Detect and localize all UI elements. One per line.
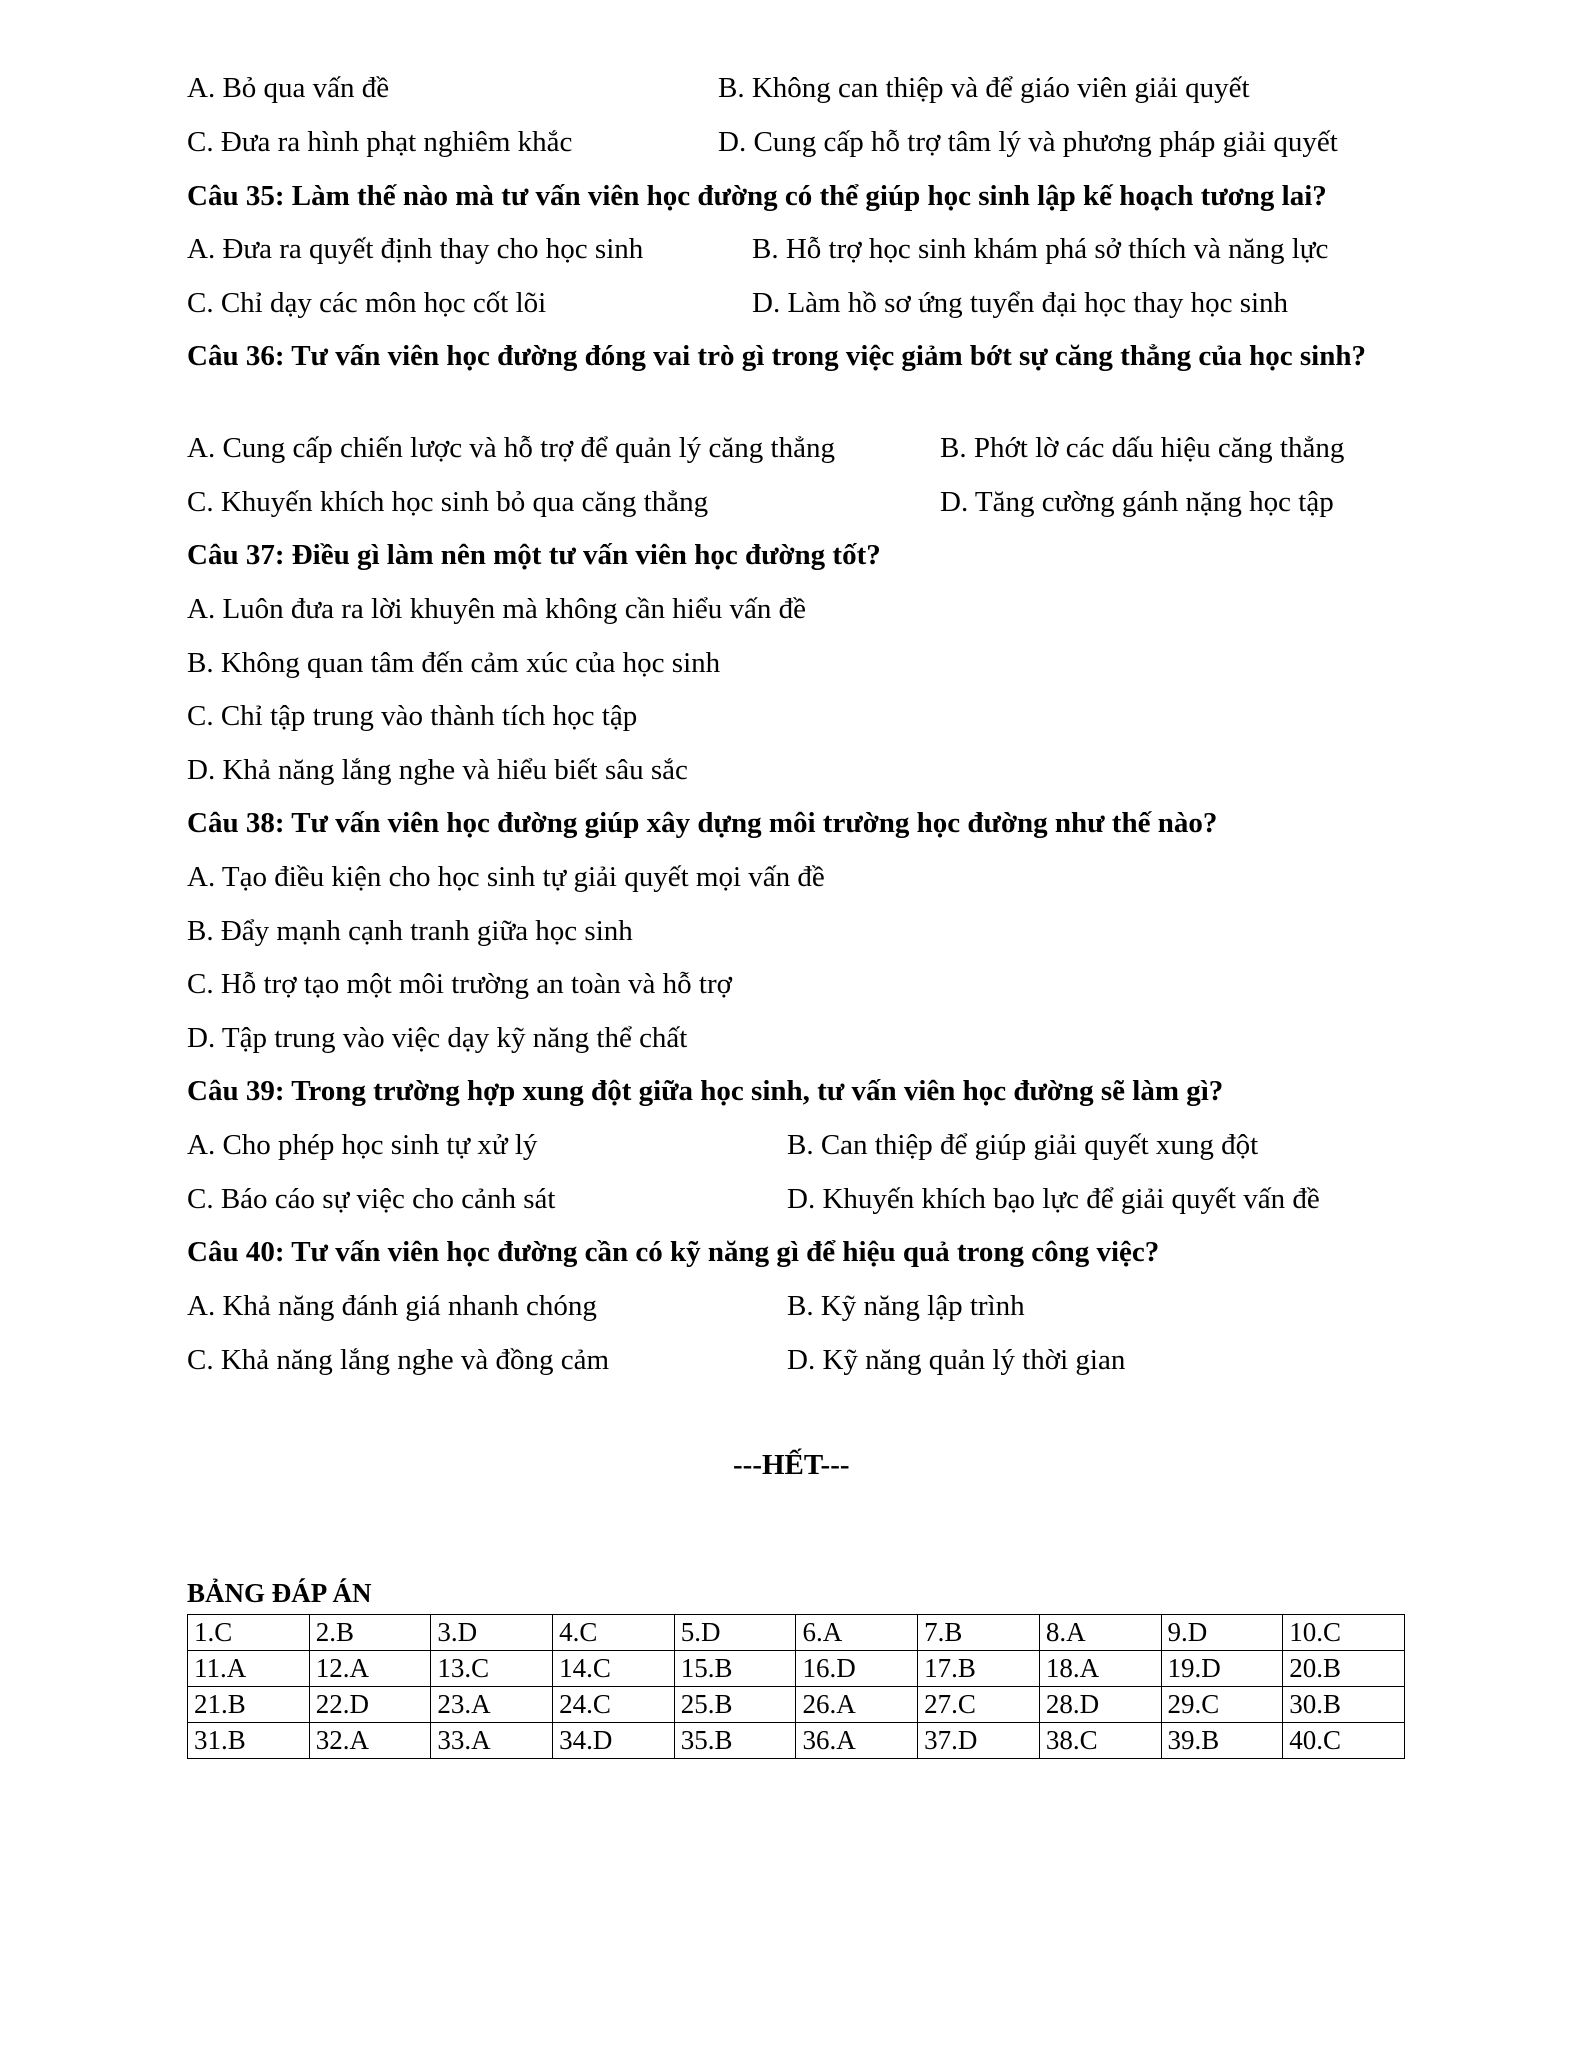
table-cell: 23.A	[431, 1687, 553, 1723]
table-cell: 22.D	[309, 1687, 431, 1723]
table-cell: 9.D	[1161, 1615, 1283, 1651]
table-cell: 10.C	[1283, 1615, 1405, 1651]
q37-option-d: D. Khả năng lắng nghe và hiểu biết sâu sắc	[187, 754, 688, 786]
table-cell: 32.A	[309, 1723, 431, 1759]
table-cell: 25.B	[674, 1687, 796, 1723]
q39-option-d: D. Khuyến khích bạo lực để giải quyết vấn đề	[787, 1183, 1320, 1215]
q36-option-a: A. Cung cấp chiến lược và hỗ trợ để quản lý căng thẳng	[187, 432, 835, 464]
table-cell: 13.C	[431, 1651, 553, 1687]
table-cell: 29.C	[1161, 1687, 1283, 1723]
end-marker: ---HẾT---	[733, 1449, 850, 1481]
q37-option-a: A. Luôn đưa ra lời khuyên mà không cần hiểu vấn đề	[187, 593, 806, 625]
table-cell: 24.C	[553, 1687, 675, 1723]
q40-option-d: D. Kỹ năng quản lý thời gian	[787, 1344, 1126, 1376]
table-cell: 12.A	[309, 1651, 431, 1687]
table-cell: 17.B	[918, 1651, 1040, 1687]
table-cell: 14.C	[553, 1651, 675, 1687]
q37-question: Câu 37: Điều gì làm nên một tư vấn viên học đường tốt?	[187, 539, 881, 571]
table-cell: 16.D	[796, 1651, 918, 1687]
table-row	[188, 1651, 1405, 1687]
q39-option-a: A. Cho phép học sinh tự xử lý	[187, 1129, 538, 1161]
table-cell: 26.A	[796, 1687, 918, 1723]
q34-option-c: C. Đưa ra hình phạt nghiêm khắc	[187, 126, 573, 158]
q40-question: Câu 40: Tư vấn viên học đường cần có kỹ năng gì để hiệu quả trong công việc?	[187, 1236, 1160, 1268]
q40-option-a: A. Khả năng đánh giá nhanh chóng	[187, 1290, 597, 1322]
q39-option-c: C. Báo cáo sự việc cho cảnh sát	[187, 1183, 556, 1215]
table-cell: 6.A	[796, 1615, 918, 1651]
q40-option-b: B. Kỹ năng lập trình	[787, 1290, 1025, 1322]
q36-option-b: B. Phớt lờ các dấu hiệu căng thẳng	[940, 432, 1345, 464]
table-cell: 4.C	[553, 1615, 675, 1651]
table-cell: 38.C	[1039, 1723, 1161, 1759]
table-cell: 18.A	[1039, 1651, 1161, 1687]
table-row	[188, 1687, 1405, 1723]
table-row	[188, 1615, 1405, 1651]
q34-option-d: D. Cung cấp hỗ trợ tâm lý và phương pháp giải quyết	[718, 126, 1338, 158]
q35-question: Câu 35: Làm thế nào mà tư vấn viên học đường có thể giúp học sinh lập kế hoạch tương lai?	[187, 180, 1327, 212]
table-cell: 7.B	[918, 1615, 1040, 1651]
table-cell: 39.B	[1161, 1723, 1283, 1759]
table-cell: 33.A	[431, 1723, 553, 1759]
q39-question: Câu 39: Trong trường hợp xung đột giữa học sinh, tư vấn viên học đường sẽ làm gì?	[187, 1075, 1224, 1107]
q36-option-c: C. Khuyến khích học sinh bỏ qua căng thẳng	[187, 486, 709, 518]
q36-question: Câu 36: Tư vấn viên học đường đóng vai trò gì trong việc giảm bớt sự căng thẳng của học sinh?	[187, 340, 1366, 372]
table-cell: 21.B	[188, 1687, 310, 1723]
q35-option-d: D. Làm hồ sơ ứng tuyển đại học thay học sinh	[752, 287, 1289, 319]
table-cell: 15.B	[674, 1651, 796, 1687]
table-cell: 20.B	[1283, 1651, 1405, 1687]
q35-option-b: B. Hỗ trợ học sinh khám phá sở thích và năng lực	[752, 233, 1329, 265]
table-cell: 11.A	[188, 1651, 310, 1687]
table-cell: 35.B	[674, 1723, 796, 1759]
q40-option-c: C. Khả năng lắng nghe và đồng cảm	[187, 1344, 610, 1376]
q35-option-c: C. Chỉ dạy các môn học cốt lõi	[187, 287, 547, 319]
table-cell: 40.C	[1283, 1723, 1405, 1759]
q34-option-b: B. Không can thiệp và để giáo viên giải quyết	[718, 72, 1250, 104]
q38-question: Câu 38: Tư vấn viên học đường giúp xây dựng môi trường học đường như thế nào?	[187, 807, 1218, 839]
table-cell: 31.B	[188, 1723, 310, 1759]
q38-option-c: C. Hỗ trợ tạo một môi trường an toàn và hỗ trợ	[187, 968, 732, 1000]
q34-option-a: A. Bỏ qua vấn đề	[187, 72, 390, 104]
table-cell: 19.D	[1161, 1651, 1283, 1687]
q38-option-a: A. Tạo điều kiện cho học sinh tự giải quyết mọi vấn đề	[187, 861, 825, 893]
table-cell: 34.D	[553, 1723, 675, 1759]
table-cell: 27.C	[918, 1687, 1040, 1723]
table-cell: 3.D	[431, 1615, 553, 1651]
table-cell: 28.D	[1039, 1687, 1161, 1723]
answer-table	[187, 1614, 1405, 1759]
q36-option-d: D. Tăng cường gánh nặng học tập	[940, 486, 1334, 518]
q37-option-b: B. Không quan tâm đến cảm xúc của học sinh	[187, 647, 721, 679]
q35-option-a: A. Đưa ra quyết định thay cho học sinh	[187, 233, 644, 265]
table-cell: 30.B	[1283, 1687, 1405, 1723]
q38-option-b: B. Đẩy mạnh cạnh tranh giữa học sinh	[187, 915, 633, 947]
table-cell: 1.C	[188, 1615, 310, 1651]
table-row	[188, 1723, 1405, 1759]
q37-option-c: C. Chỉ tập trung vào thành tích học tập	[187, 700, 638, 732]
q38-option-d: D. Tập trung vào việc dạy kỹ năng thể chất	[187, 1022, 688, 1054]
q39-option-b: B. Can thiệp để giúp giải quyết xung đột	[787, 1129, 1259, 1161]
answer-table-title: BẢNG ĐÁP ÁN	[187, 1578, 372, 1608]
table-cell: 2.B	[309, 1615, 431, 1651]
table-cell: 36.A	[796, 1723, 918, 1759]
table-cell: 37.D	[918, 1723, 1040, 1759]
table-cell: 5.D	[674, 1615, 796, 1651]
table-cell: 8.A	[1039, 1615, 1161, 1651]
